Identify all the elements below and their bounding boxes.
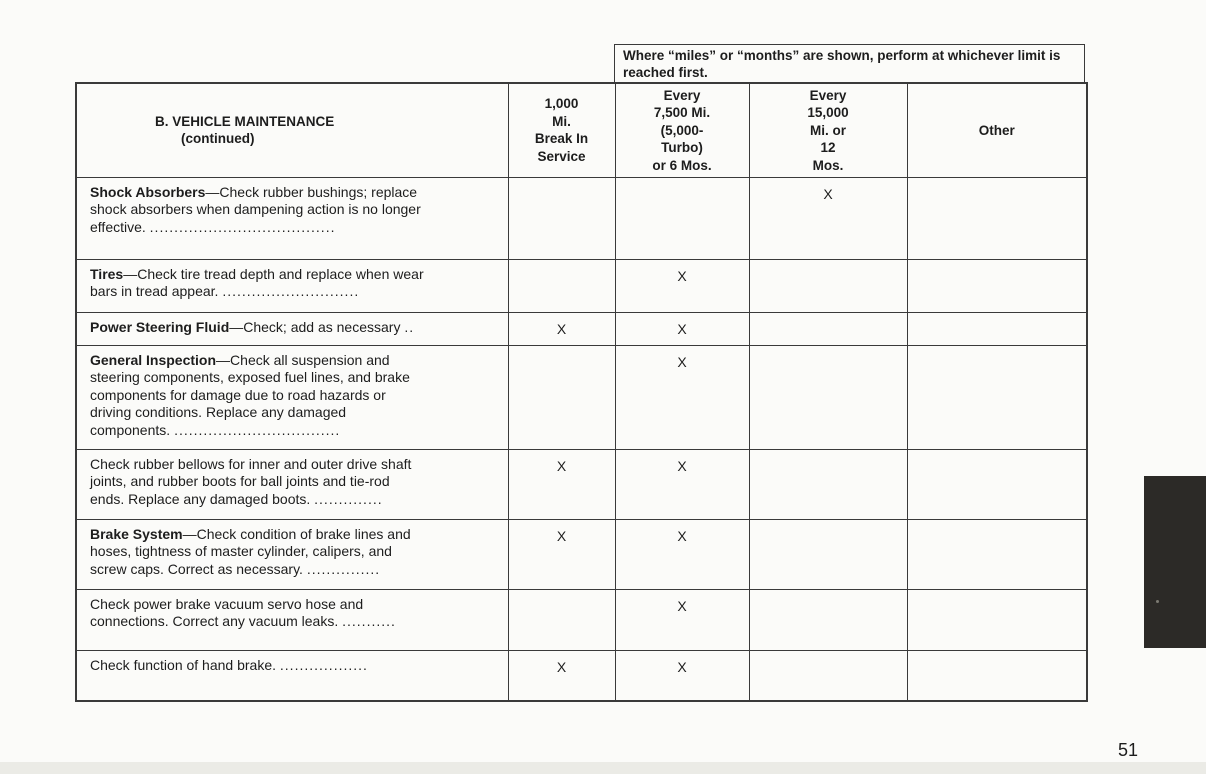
- interval-mark: X: [615, 589, 749, 650]
- interval-mark: [749, 519, 907, 589]
- interval-mark: [907, 177, 1087, 259]
- table-row: [76, 650, 1087, 701]
- column-header-line: Service: [537, 148, 586, 164]
- leader-dots: ..............: [314, 490, 383, 507]
- section-title-cell: [76, 83, 508, 177]
- table-row: [76, 312, 1087, 345]
- column-header-15000-mi: [749, 83, 907, 177]
- interval-mark: X: [615, 519, 749, 589]
- item-description: [76, 177, 508, 259]
- item-text-line: components for damage due to road hazards or: [90, 386, 386, 403]
- column-header-other: [907, 83, 1087, 177]
- section-title: B. VEHICLE MAINTENANCE: [155, 113, 335, 129]
- column-header-line: Mi.: [552, 113, 571, 129]
- interval-note: Where “miles” or “months” are shown, perform at whichever limit is reached first.: [614, 44, 1085, 82]
- interval-mark: [907, 259, 1087, 312]
- interval-mark: [749, 589, 907, 650]
- item-text-line: —Check tire tread depth and replace when wear: [123, 265, 424, 282]
- column-header-line: 1,000: [544, 96, 579, 112]
- column-header-break-in: [508, 83, 615, 177]
- interval-mark: X: [508, 312, 615, 345]
- item-text-line: —Check; add as necessary: [229, 318, 401, 335]
- column-header-line: Break In: [534, 131, 589, 147]
- item-text-line: screw caps. Correct as necessary.: [90, 560, 303, 577]
- interval-mark: [615, 177, 749, 259]
- table-row: [76, 449, 1087, 519]
- maintenance-table: [75, 82, 1088, 702]
- item-text-line: ends. Replace any damaged boots.: [90, 490, 311, 507]
- item-description: [76, 589, 508, 650]
- column-header-line: or 6 Mos.: [652, 157, 712, 173]
- leader-dots: ..: [404, 318, 415, 335]
- interval-mark: X: [615, 449, 749, 519]
- column-header-line: (5,000-: [660, 122, 704, 138]
- item-title: Shock Absorbers: [90, 183, 206, 200]
- leader-dots: ......................................: [149, 218, 336, 235]
- interval-mark: [508, 259, 615, 312]
- item-text-line: effective.: [90, 218, 146, 235]
- item-title: General Inspection: [90, 351, 217, 368]
- leader-dots: ............................: [222, 283, 360, 299]
- column-header-line: Mos.: [812, 157, 844, 173]
- item-text-line: joints, and rubber boots for ball joints and tie-rod: [90, 473, 390, 489]
- item-text-line: hoses, tightness of master cylinder, calipers, and: [90, 543, 392, 559]
- item-text-line: bars in tread appear.: [90, 283, 219, 299]
- column-header-line: 7,500 Mi.: [653, 105, 711, 120]
- interval-mark: [508, 345, 615, 449]
- leader-dots: ..................................: [174, 421, 341, 438]
- column-header-line: Every: [809, 87, 847, 103]
- item-text-line: —Check condition of brake lines and: [182, 525, 411, 542]
- item-title: Brake System: [90, 525, 183, 542]
- column-header-line: Other: [978, 122, 1015, 138]
- item-text-line: steering components, exposed fuel lines, and brake: [90, 369, 410, 385]
- item-text-line: Check function of hand brake.: [90, 656, 277, 673]
- leader-dots: ..................: [279, 656, 368, 673]
- item-text-line: Check rubber bellows for inner and outer drive shaft: [90, 455, 412, 472]
- table-row: [76, 345, 1087, 449]
- column-header-line: 15,000: [807, 105, 849, 120]
- interval-mark: X: [615, 312, 749, 345]
- column-header-7500-mi: [615, 83, 749, 177]
- header-row: [76, 83, 1087, 177]
- interval-mark: [907, 519, 1087, 589]
- interval-mark: [907, 650, 1087, 701]
- item-description: [76, 519, 508, 589]
- column-header-line: 12: [820, 140, 836, 155]
- column-header-line: Every: [663, 87, 701, 103]
- tab-mark: [1156, 600, 1159, 603]
- interval-mark: X: [615, 345, 749, 449]
- interval-mark: [749, 650, 907, 701]
- item-description: [76, 345, 508, 449]
- interval-mark: [508, 177, 615, 259]
- item-text-line: driving conditions. Replace any damaged: [90, 404, 347, 420]
- page-edge: [0, 762, 1206, 774]
- interval-mark: [907, 449, 1087, 519]
- interval-mark: X: [615, 650, 749, 701]
- item-title: Power Steering Fluid: [90, 318, 230, 335]
- leader-dots: ...........: [342, 613, 396, 629]
- item-title: Tires: [90, 265, 124, 282]
- table-row: [76, 519, 1087, 589]
- interval-mark: X: [508, 650, 615, 701]
- interval-mark: X: [749, 177, 907, 259]
- item-text-line: —Check all suspension and: [216, 351, 390, 368]
- item-description: [76, 259, 508, 312]
- item-description: [76, 650, 508, 701]
- table-row: [76, 259, 1087, 312]
- item-description: [76, 449, 508, 519]
- item-text-line: Check power brake vacuum servo hose and: [90, 595, 364, 612]
- table-row: [76, 177, 1087, 259]
- interval-mark: [749, 449, 907, 519]
- interval-mark: [749, 312, 907, 345]
- section-subtitle: (continued): [181, 131, 255, 147]
- interval-mark: [907, 345, 1087, 449]
- column-header-line: Mi. or: [810, 122, 846, 138]
- table-row: [76, 589, 1087, 650]
- item-text-line: components.: [90, 421, 171, 438]
- leader-dots: ...............: [306, 560, 381, 577]
- interval-mark: [508, 589, 615, 650]
- interval-mark: [749, 345, 907, 449]
- item-text-line: connections. Correct any vacuum leaks.: [90, 613, 339, 629]
- item-description: [76, 312, 508, 345]
- item-text-line: —Check rubber bushings; replace: [205, 183, 418, 200]
- page-number: 51: [1118, 740, 1139, 760]
- interval-mark: [907, 312, 1087, 345]
- interval-mark: X: [508, 519, 615, 589]
- interval-mark: [907, 589, 1087, 650]
- interval-mark: [749, 259, 907, 312]
- interval-mark: X: [615, 259, 749, 312]
- section-tab: [1144, 476, 1206, 648]
- column-header-line: Turbo): [661, 140, 703, 155]
- item-text-line: shock absorbers when dampening action is no longer: [90, 201, 421, 217]
- interval-mark: X: [508, 449, 615, 519]
